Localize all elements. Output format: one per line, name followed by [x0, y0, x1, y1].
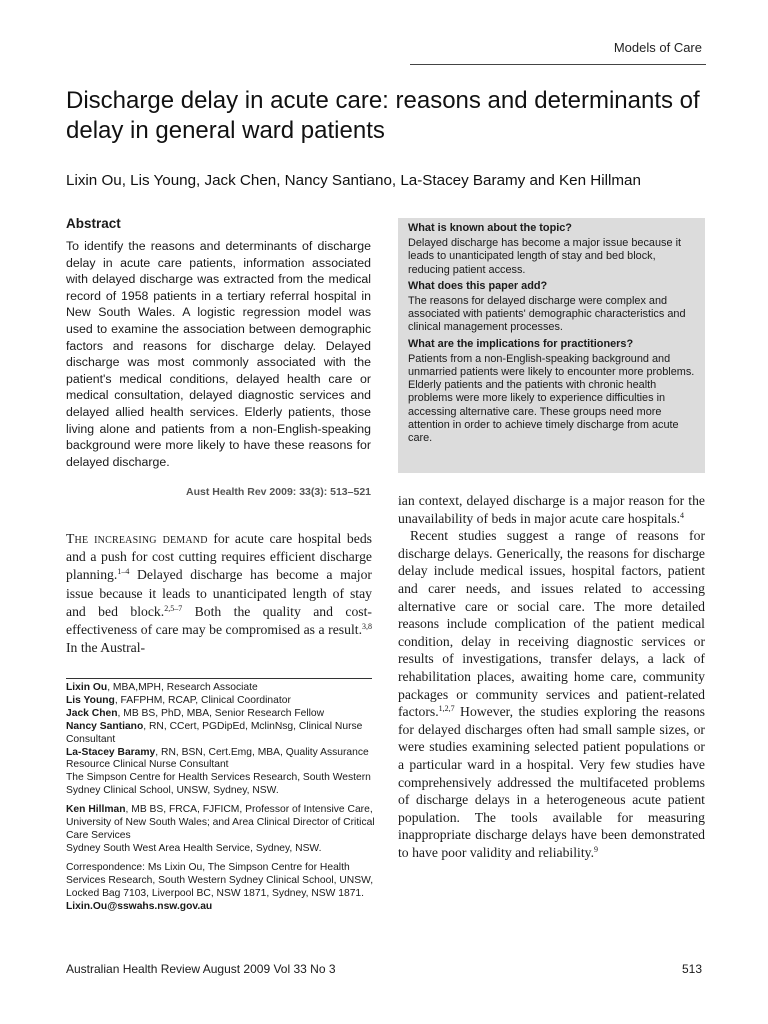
- affiliation-credentials: , MB BS, FRCA, FJFICM, Professor of Intensive Care, University of New South Wales; and Area Clinical Director of Critical Care Services: [66, 804, 375, 841]
- email-link[interactable]: Lixin.Ou@sswahs.nsw.gov.au: [66, 900, 213, 912]
- page-number: 513: [681, 962, 702, 976]
- affiliation-block: [66, 682, 376, 798]
- section-label: Models of Care: [613, 40, 702, 55]
- affiliation-author-name: Nancy Santiano: [66, 720, 144, 732]
- key-question: What does this paper add?: [408, 279, 548, 292]
- affiliation-author-name: La-Stacey Baramy: [66, 746, 156, 758]
- citation-ref: 9: [594, 844, 599, 854]
- abstract-heading: Abstract: [66, 216, 121, 231]
- affiliation-author-name: Lis Young: [66, 694, 115, 706]
- affiliation-institution: Sydney South West Area Health Service, Sydney, NSW.: [66, 842, 322, 854]
- journal-citation: Aust Health Rev 2009: 33(3): 513–521: [185, 486, 371, 498]
- intro-text: Both the quality and cost-effectiveness of care may be compromised as a result.: [66, 603, 372, 638]
- citation-ref: 2,5–7: [164, 603, 183, 613]
- intro-text: for acute care hospital beds and a push for cost cutting requires efficient discharge planning.: [66, 531, 372, 583]
- body-text: However, the studies exploring the reasons for delayed discharges often had small sample sizes, or were studies examining selected patient populations or a particular ward in a hospital. Very few studies have comprehensively addressed the multifaceted problems of discharge delays in a heterogeneous acute patient population. The tools available for measuring inappropriate discharge delays have been demonstrated to have poor validity and reliability.: [398, 704, 705, 860]
- body-text: Recent studies suggest a range of reasons for discharge delays. Generically, the reasons for discharge delay include medical issues, hospital factors, patient and carer needs, and issues related to accessing alternative care or social care. The more detailed reasons include complication of the patient medical condition, delay in receiving diagnostic services or results of investigations, transfer delays, a lack of rehabilitation places, awaiting home care, community packages or community services and patient-related factors.: [398, 528, 705, 720]
- body-paragraph: [398, 492, 705, 527]
- citation-ref: 1–4: [117, 567, 130, 577]
- affiliation-credentials: , RN, BSN, Cert.Emg, MBA, Quality Assurance Resource Clinical Nurse Consultant: [66, 746, 369, 771]
- correspondence-address: Correspondence: Ms Lixin Ou, The Simpson Centre for Health Services Research, South Western Sydney Clinical School, UNSW, Locked Bag 7103, Liverpool BC, NSW 1871, Sydney, NSW 1871.: [66, 861, 374, 899]
- citation-ref: 1,2,7: [438, 704, 455, 714]
- footer-journal-info: Australian Health Review August 2009 Vol 33 No 3: [66, 962, 336, 976]
- affiliation-credentials: , FAFPHM, RCAP, Clinical Coordinator: [114, 694, 291, 706]
- affiliation-credentials: , RN, CCert, PGDipEd, MclinNsg, Clinical Nurse Consultant: [66, 720, 363, 745]
- body-paragraph: [398, 527, 705, 861]
- affiliation-author-name: Jack Chen: [66, 707, 118, 719]
- intro-text: Delayed discharge has become a major issue because it leads to unanticipated length of stay and bed block.: [66, 567, 372, 619]
- body-text: ian context, delayed discharge is a major reason for the unavailability of beds in major acute care hospitals.: [398, 493, 705, 526]
- affiliation-institution: The Simpson Centre for Health Services Research, South Western Sydney Clinical School, UNSW, Sydney, NSW.: [66, 772, 371, 797]
- key-answer: Patients from a non-English-speaking background and unmarried patients were likely to encounter more problems. Elderly patients and the patients with chronic health problems were more likely to experience difficulties in accessing alternative care. These groups need more attention in order to achieve timely discharge from acute care.: [408, 352, 695, 445]
- key-question: What is known about the topic?: [408, 222, 572, 234]
- intro-right-column: [398, 492, 705, 861]
- intro-lead-in: The increasing demand: [66, 531, 208, 546]
- affiliation-credentials: , MB BS, PhD, MBA, Senior Research Fellow: [117, 707, 325, 719]
- header-rule: [410, 64, 706, 65]
- intro-left-column: [66, 530, 372, 657]
- affiliation-author-name: Ken Hillman: [66, 804, 126, 816]
- affiliation-block: [66, 804, 376, 856]
- affiliation-rule: [66, 678, 372, 679]
- abstract-body: To identify the reasons and determinants of discharge delay in acute care patients, information associated with delayed discharge was extracted from the medical record of 1958 patients in a tertiary referral hospital in New South Wales. A logistic regression model was used to examine the association between demographic factors and reasons for discharge delay. Delayed discharge was most commonly associated with the patient's medical conditions, delayed health care or medical consultation, delayed diagnostic services and delayed allied health services. Elderly patients, those living alone and patients from a non-English-speaking background were more likely to have these reasons for delayed discharge.: [66, 239, 371, 469]
- citation-ref: 3,8: [362, 622, 372, 632]
- article-title: Discharge delay in acute care: reasons and determinants of delay in general ward patients: [66, 87, 700, 144]
- key-answer: The reasons for delayed discharge were complex and associated with patients' demographic characteristics and clinical management processes.: [408, 295, 686, 334]
- affiliation-author-name: Lixin Ou: [66, 682, 108, 693]
- correspondence-block: [66, 862, 376, 914]
- author-list: Lixin Ou, Lis Young, Jack Chen, Nancy Santiano, La-Stacey Baramy and Ken Hillman: [66, 172, 641, 189]
- citation-ref: 4: [680, 510, 685, 520]
- key-answer: Delayed discharge has become a major issue because it leads to unanticipated length of stay and bed block, reducing patient access.: [408, 237, 682, 276]
- intro-text: In the Austral-: [66, 640, 146, 656]
- key-points-box: [398, 218, 705, 473]
- author-affiliations: [66, 682, 376, 919]
- key-question: What are the implications for practitioners?: [408, 337, 634, 350]
- affiliation-credentials: , MBA,MPH, Research Associate: [107, 682, 258, 693]
